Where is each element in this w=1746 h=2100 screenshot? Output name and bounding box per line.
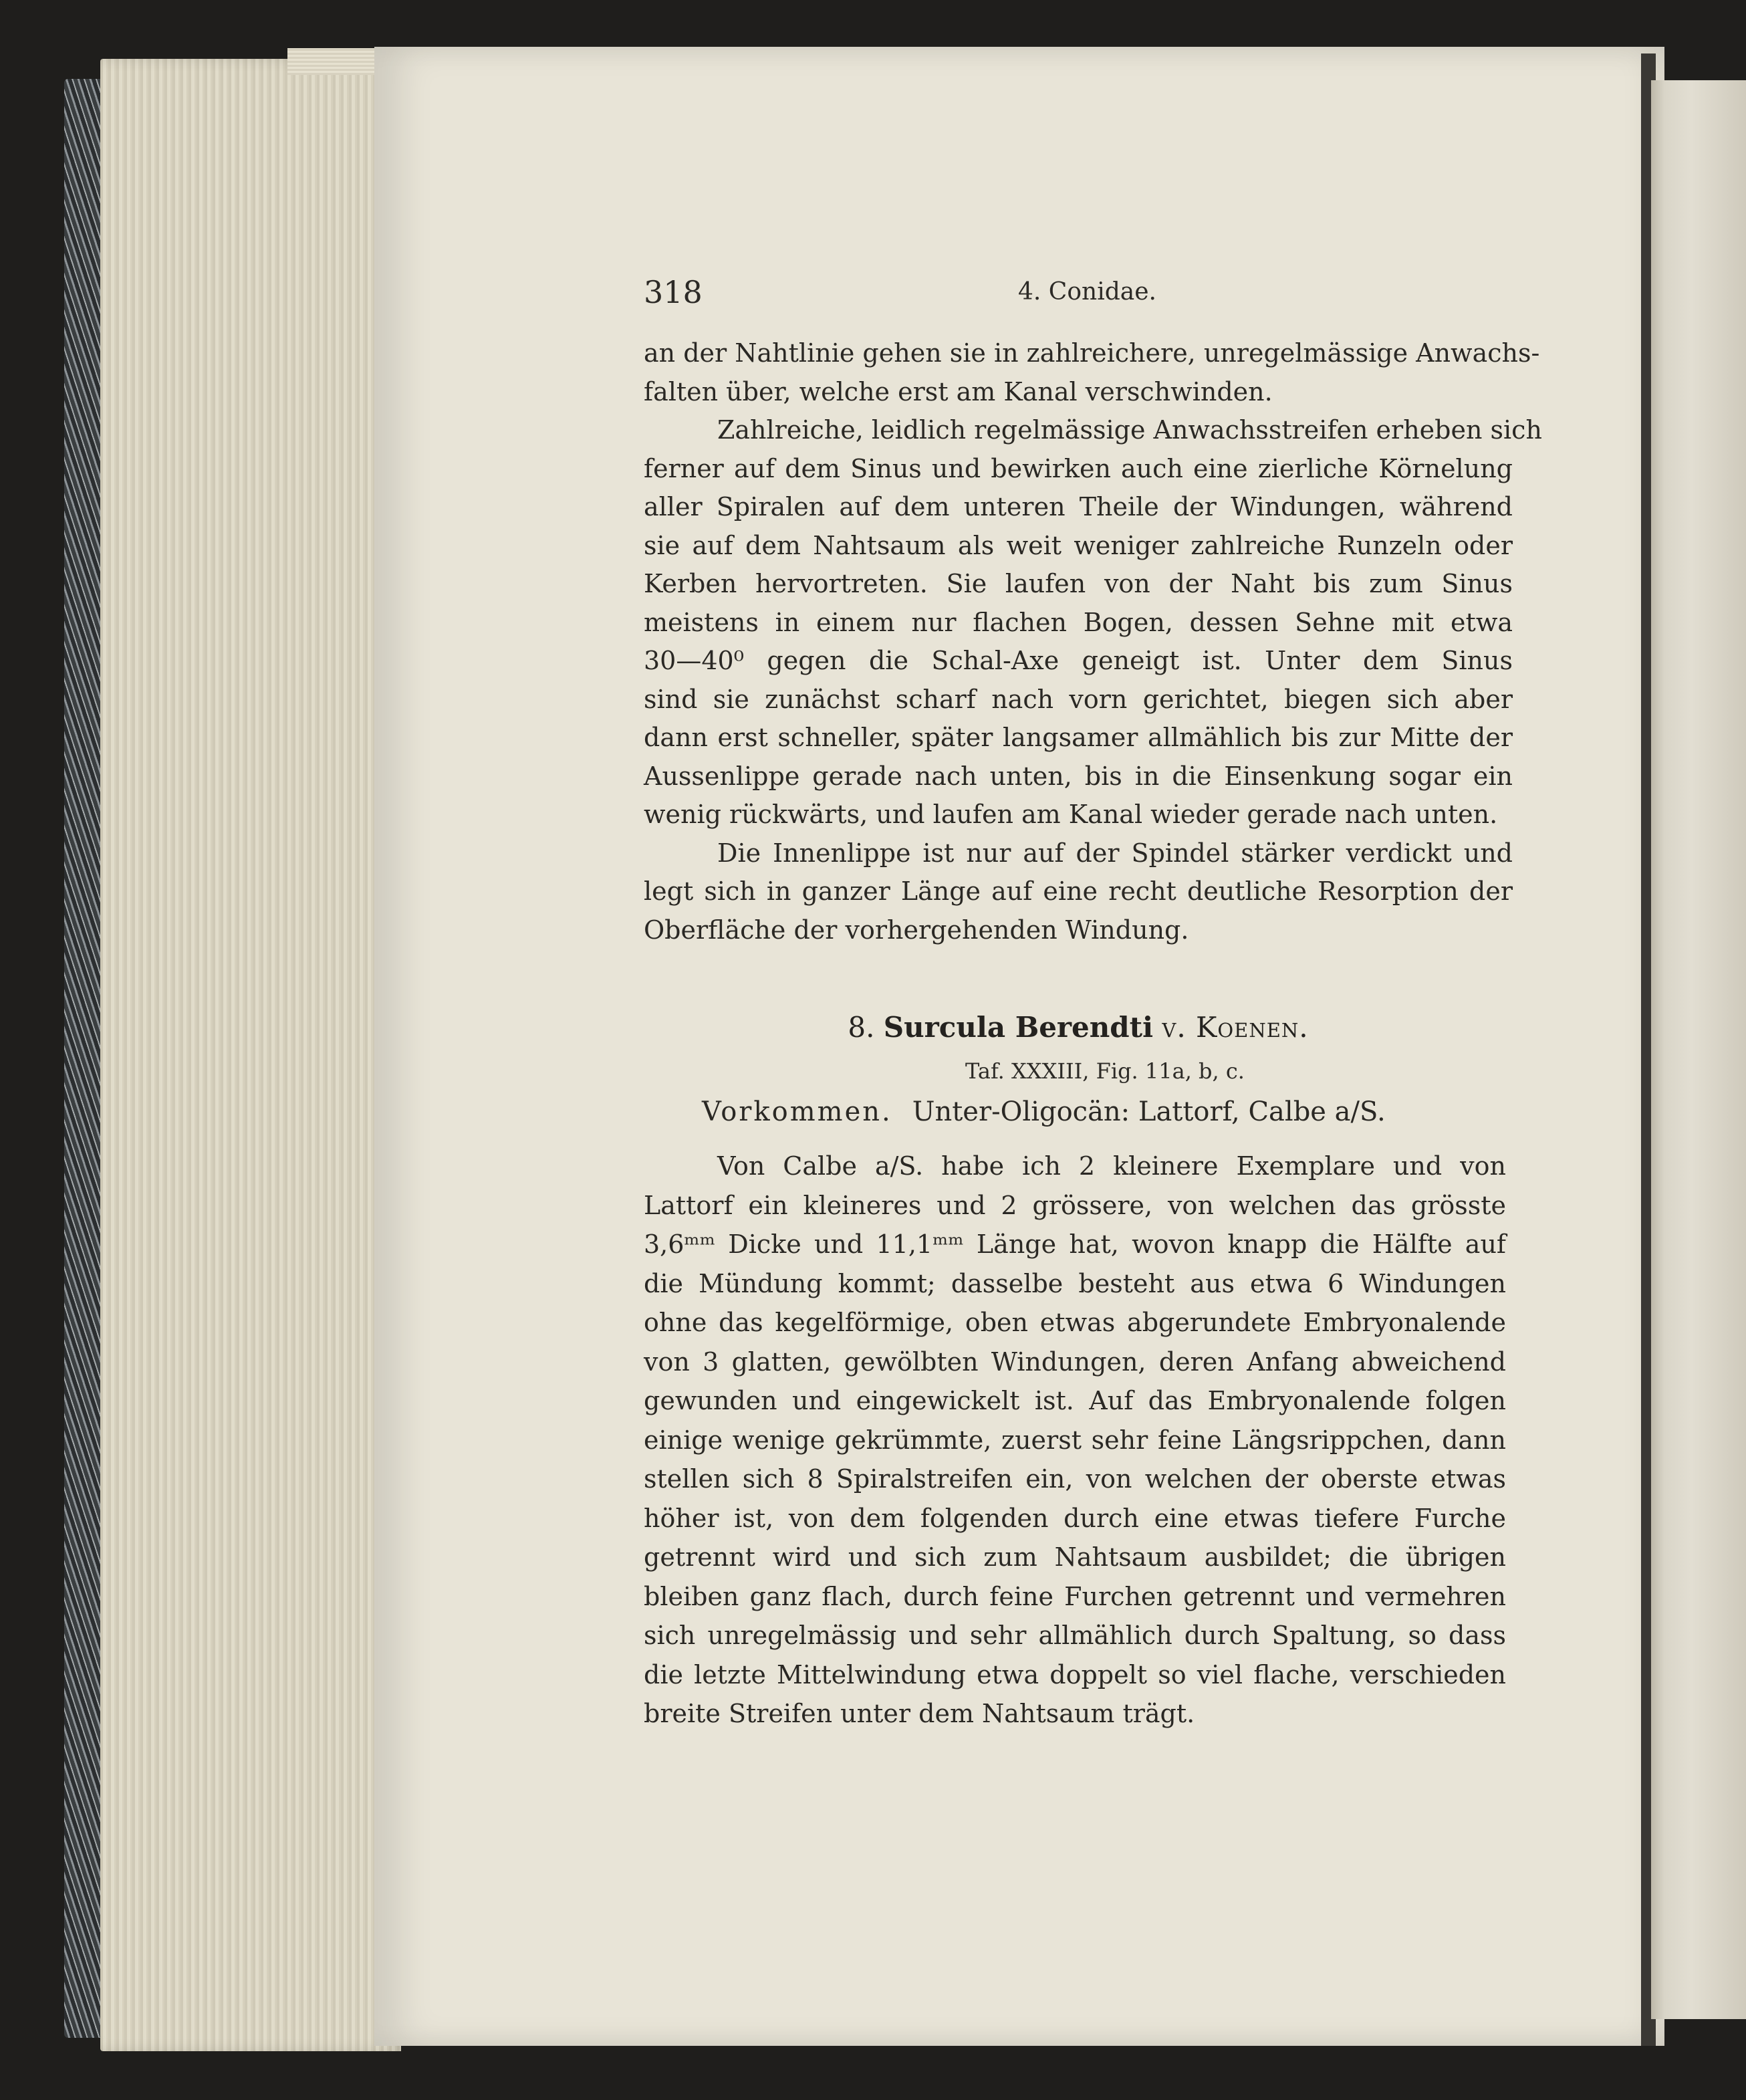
- text-line: Kerben hervortreten. Sie laufen von der Naht bis zum Sinus: [644, 569, 1513, 598]
- text-line: ferner auf dem Sinus und bewirken auch eine zierliche Körnelung: [644, 453, 1513, 483]
- text-line: sich unregelmässig und sehr allmählich durch Spaltung, so dass: [644, 1621, 1506, 1650]
- occurrence-text: Unter-Oligocän: Lattorf, Calbe a/S.: [912, 1096, 1386, 1127]
- text-line: höher ist, von dem folgenden durch eine etwas tiefere Furche: [644, 1503, 1506, 1533]
- text-line: sind sie zunächst scharf nach vorn gerichtet, biegen sich aber: [644, 684, 1513, 714]
- facing-page: [1651, 80, 1746, 2019]
- species-name: Surcula Berendti: [883, 1011, 1154, 1044]
- text-line: die letzte Mittelwindung etwa doppelt so viel flache, verschieden: [644, 1659, 1506, 1689]
- text-line: Aussenlippe gerade nach unten, bis in die Einsenkung sogar ein: [644, 761, 1513, 791]
- species-heading: [644, 1011, 1513, 1044]
- text-line: legt sich in ganzer Länge auf eine recht deutliche Resorption der: [644, 877, 1513, 906]
- text-line: 3,6ᵐᵐ Dicke und 11,1ᵐᵐ Länge hat, wovon knapp die Hälfte auf: [644, 1230, 1506, 1259]
- plate-reference: Taf. XXXIII, Fig. 11a, b, c.: [965, 1058, 1245, 1084]
- text-line: sie auf dem Nahtsaum als weit weniger zahlreiche Runzeln oder: [644, 530, 1513, 560]
- text-line: meistens in einem nur flachen Bogen, dessen Sehne mit etwa: [644, 607, 1513, 637]
- text-line: Oberfläche der vorhergehenden Windung.: [644, 915, 1189, 945]
- text-line: wenig rückwärts, und laufen am Kanal wieder gerade nach unten.: [644, 800, 1498, 829]
- species-number: 8.: [848, 1011, 875, 1044]
- occurrence-line: [702, 1096, 1511, 1127]
- text-line: getrennt wird und sich zum Nahtsaum ausbildet; die übrigen: [644, 1542, 1506, 1572]
- page-number: 318: [644, 274, 703, 310]
- text-line: die Mündung kommt; dasselbe besteht aus etwa 6 Windungen: [644, 1268, 1506, 1298]
- text-line: 30—40⁰ gegen die Schal-Axe geneigt ist. Unter dem Sinus: [644, 646, 1513, 675]
- text-line: Die Innenlippe ist nur auf der Spindel stärker verdickt und: [717, 838, 1513, 868]
- page-header: [644, 274, 1513, 314]
- text-line: ohne das kegelförmige, oben etwas abgerundete Embryonalende: [644, 1308, 1506, 1337]
- text-line: von 3 glatten, gewölbten Windungen, deren Anfang abweichend: [644, 1347, 1506, 1377]
- text-line: bleiben ganz flach, durch feine Furchen getrennt und vermehren: [644, 1581, 1506, 1611]
- book-cover-edge: [64, 79, 106, 2038]
- occurrence-label: Vorkommen.: [702, 1096, 892, 1127]
- text-line: Zahlreiche, leidlich regelmässige Anwachsstreifen erheben sich: [717, 415, 1542, 445]
- text-line: falten über, welche erst am Kanal verschwinden.: [644, 376, 1273, 406]
- body-text-upper: [644, 334, 1542, 949]
- running-head: 4. Conidae.: [1018, 278, 1156, 306]
- text-line: gewunden und eingewickelt ist. Auf das Embryonalende folgen: [644, 1386, 1506, 1415]
- page-edges: [100, 59, 401, 2051]
- text-line: einige wenige gekrümmte, zuerst sehr feine Längsrippchen, dann: [644, 1425, 1506, 1455]
- text-line: stellen sich 8 Spiralstreifen ein, von welchen der oberste etwas: [644, 1464, 1506, 1494]
- body-text-lower: [644, 1147, 1506, 1734]
- text-line: Von Calbe a/S. habe ich 2 kleinere Exemplare und von: [717, 1151, 1506, 1181]
- text-line: dann erst schneller, später langsamer allmählich bis zur Mitte der: [644, 723, 1513, 752]
- species-author: v. Koenen.: [1162, 1011, 1309, 1044]
- text-line: an der Nahtlinie gehen sie in zahlreichere, unregelmässige Anwachs-: [644, 338, 1540, 368]
- text-line: aller Spiralen auf dem unteren Theile der Windungen, während: [644, 492, 1513, 521]
- text-line: breite Streifen unter dem Nahtsaum trägt.: [644, 1699, 1195, 1728]
- text-line: Lattorf ein kleineres und 2 grössere, von welchen das grösste: [644, 1190, 1506, 1220]
